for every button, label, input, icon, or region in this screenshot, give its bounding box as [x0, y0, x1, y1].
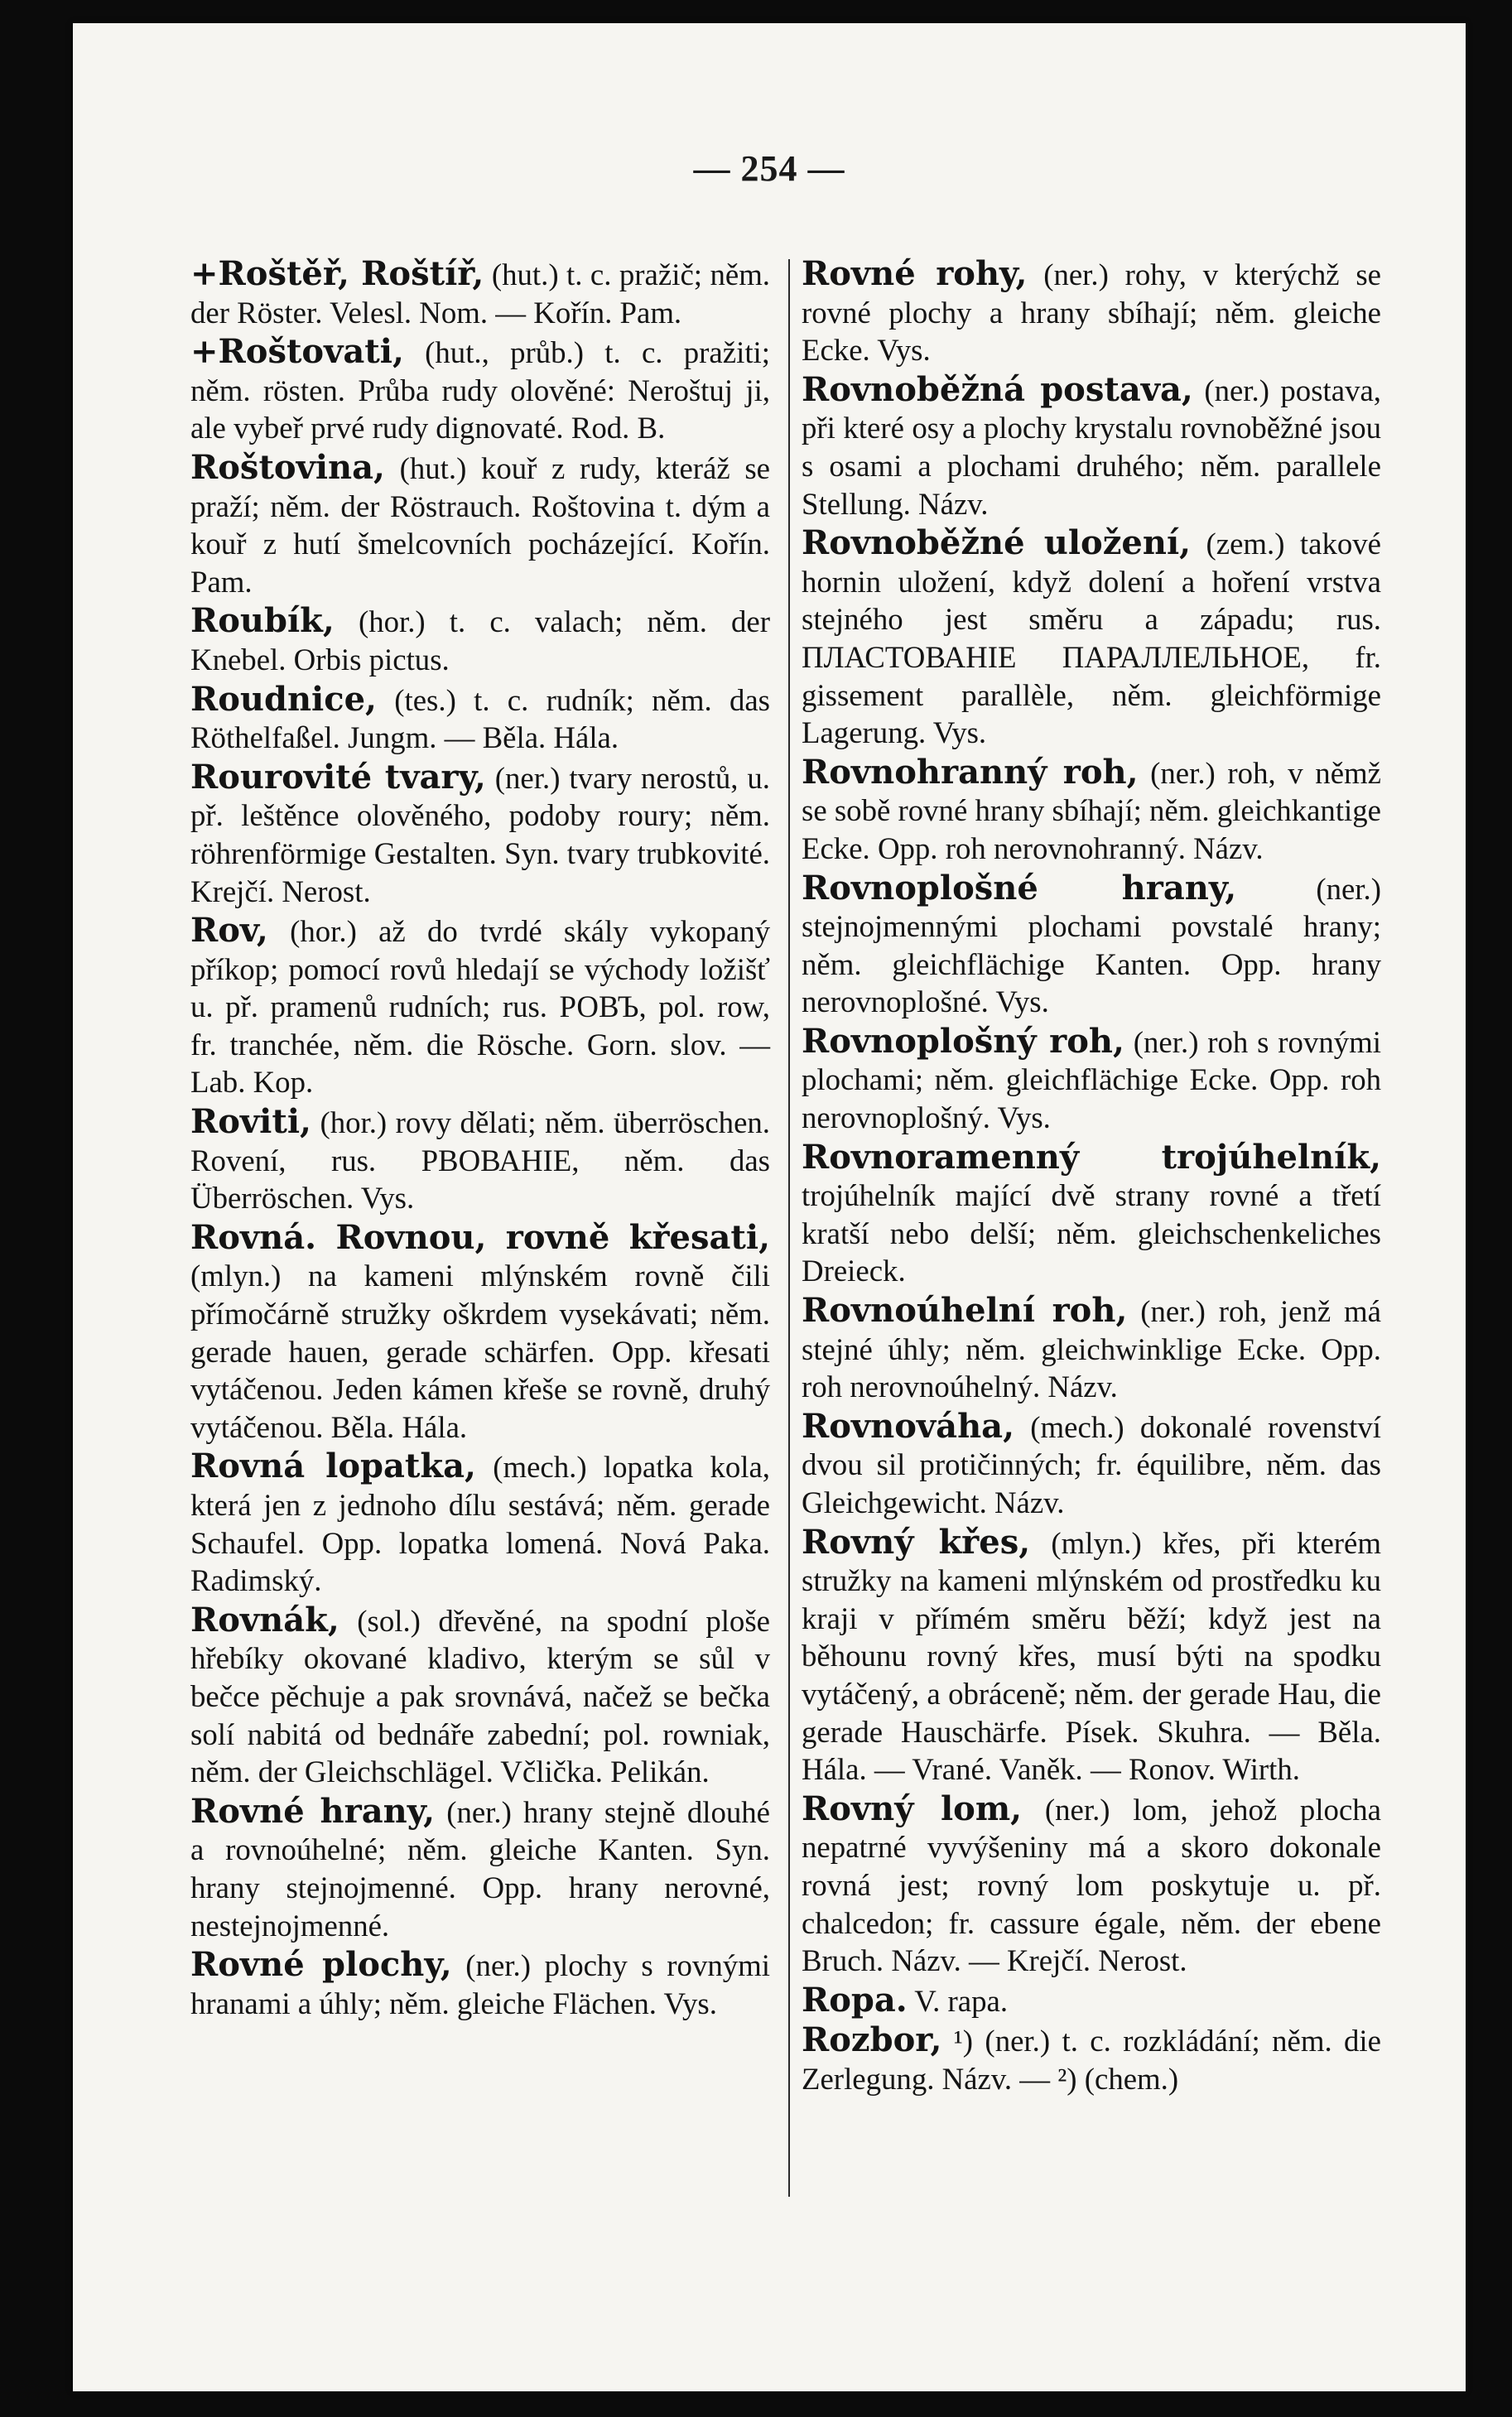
- entry-definition: (ner.) postava, při které osy a plochy krystalu rovnoběžné jsou s osami a plochami druhého; něm. parallele Stellung. Názv.: [802, 373, 1382, 521]
- dictionary-entry: [190, 758, 770, 910]
- entry-headword: Rourovité tvary,: [190, 757, 486, 797]
- entry-definition: (hut., průb.) t. c. pražiti; něm. rösten. Průba rudy olověné: Neroštuj ji, ale vybeř prvé rudy dignovaté. Rod. B.: [190, 335, 770, 445]
- dictionary-entry: [802, 524, 1381, 752]
- entry-headword: Rov,: [190, 911, 268, 951]
- dictionary-entry: [190, 1601, 770, 1791]
- dictionary-entry: [190, 1793, 770, 1944]
- entry-headword: Rovnováha,: [802, 1406, 1015, 1446]
- entry-headword: Rovná lopatka,: [190, 1447, 476, 1486]
- entry-definition: (hut.) kouř z rudy, kteráž se praží; něm. der Röstrauch. Roštovina t. dým a kouř z hutí šmelcovních pocházející. Kořín. Pam.: [190, 450, 770, 599]
- entry-definition: (ner.) lom, jehož plocha nepatrné vyvýšeniny má a skoro dokonale rovná jest; rovný lom poskytuje u. př. chalcedon; fr. cassure égale, něm. der ebene Bruch. Názv. — Krejčí. Nerost.: [802, 1792, 1382, 1978]
- entry-definition: (ner.) hrany stejně dlouhé a rovnoúhelné; něm. gleiche Kanten. Syn. hrany stejnojmenné. Opp. hrany nerovné, nestejnojmenné.: [190, 1794, 770, 1943]
- dictionary-entry: [190, 1103, 770, 1217]
- entry-headword: Rozbor,: [802, 2020, 942, 2060]
- entry-definition: V. rapa.: [914, 1983, 1009, 2018]
- column-divider: [788, 259, 790, 2197]
- dictionary-entry: [802, 1790, 1381, 1980]
- dictionary-entry: [802, 1981, 1381, 2020]
- entry-definition: (ner.) roh, v němž se sobě rovné hrany sbíhají; něm. gleichkantige Ecke. Opp. roh nerovnohranný. Názv.: [802, 755, 1381, 865]
- entry-headword: Roubík,: [190, 601, 335, 641]
- entry-headword: Rovná. Rovnou, rovně křesati,: [190, 1217, 770, 1257]
- right-column: [802, 255, 1381, 2100]
- entry-definition: ¹) (ner.) t. c. rozkládání; něm. die Zerlegung. Názv. — ²) (chem.): [802, 2024, 1381, 2096]
- entry-headword: Rovný křes,: [802, 1522, 1031, 1562]
- entry-definition: (hor.) t. c. valach; něm. der Knebel. Orbis pictus.: [190, 604, 770, 676]
- entry-headword: Roštovina,: [190, 447, 385, 487]
- dictionary-entry: [190, 912, 770, 1101]
- entry-headword: Roudnice,: [190, 679, 377, 719]
- entry-definition: (hor.) až do tvrdé skály vykopaný příkop; pomocí rovů hledají se východy ložišť u. př. pramenů rudních; rus. РОВЪ, pol. row, fr. tranchée, něm. die Rösche. Gorn. slov. — Lab. Kop.: [190, 914, 770, 1100]
- left-column: [190, 255, 770, 2024]
- entry-definition: (mlyn.) křes, při kterém stružky na kameni mlýnském od prostředku ku kraji v přímém směru běží; když jest na běhounu rovný křes, musí býti na spodku vytáčený, a obráceně; něm. der gerade Hau, die gerade Hauschärfe. Písek. Skuhra. — Běla. Hála. — Vrané. Vaněk. — Ronov. Wirth.: [802, 1525, 1381, 1787]
- entry-definition: (tes.) t. c. rudník; něm. das Röthelfaßel. Jungm. — Běla. Hála.: [190, 682, 770, 755]
- dictionary-entry: [190, 333, 770, 447]
- entry-definition: (mech.) lopatka kola, která jen z jednoho dílu sestává; něm. gerade Schaufel. Opp. lopatka lomená. Nová Paka. Radimský.: [190, 1450, 770, 1598]
- entry-headword: Rovnoplošné hrany,: [802, 868, 1237, 908]
- entry-headword: Rovnoúhelní roh,: [802, 1291, 1128, 1331]
- entry-definition: (sol.) dřevěné, na spodní ploše hřebíky okované kladivo, kterým se sůl v bečce pěchuje a pak srovnává, načež se bečka solí nabitá od bednáře zabední; pol. rowniak, něm. der Gleichschlägel. Včlička. Pelikán.: [190, 1603, 770, 1789]
- entry-headword: +Roštovati,: [190, 332, 404, 372]
- entry-headword: Rovnoběžné uložení,: [802, 523, 1192, 563]
- dictionary-entry: [190, 1946, 770, 2022]
- entry-headword: Rovné hrany,: [190, 1791, 436, 1831]
- dictionary-entry: [190, 1447, 770, 1599]
- page-number: — 254 —: [693, 148, 845, 189]
- entry-definition: (mlyn.) na kameni mlýnském rovně čili přímočárně stružky oškrdem vysekávati; něm. gerade hauen, gerade schärfen. Opp. křesati vytáčenou. Jeden kámen křeše se rovně, druhý vytáčenou. Běla. Hála.: [190, 1259, 770, 1444]
- entry-definition: (ner.) stejnojmennými plochami povstalé hrany; něm. gleichflächige Kanten. Opp. hrany nerovnoplošné. Vys.: [802, 871, 1381, 1019]
- entry-definition: (ner.) roh, jenž má stejné úhly; něm. gleichwinklige Ecke. Opp. roh nerovnoúhelný. Názv.: [802, 1294, 1382, 1404]
- entry-headword: Rovnoběžná postava,: [802, 369, 1193, 409]
- entry-headword: Rovnák,: [190, 1600, 339, 1639]
- entry-headword: Rovnoplošný roh,: [802, 1021, 1124, 1061]
- dictionary-entry: [190, 255, 770, 331]
- entry-headword: Ropa.: [802, 1980, 908, 2020]
- dictionary-entry: [802, 1524, 1381, 1789]
- entry-definition: (mech.) dokonalé rovenství dvou sil protičinných; fr. équilibre, něm. das Gleichgewicht. Názv.: [802, 1409, 1382, 1519]
- dictionary-entry: [802, 371, 1381, 522]
- dictionary-entry: [802, 1139, 1381, 1290]
- dictionary-entry: [802, 1292, 1381, 1406]
- dictionary-entry: [802, 1408, 1381, 1522]
- entry-definition: (ner.) tvary nerostů, u. př. leštěnce olověného, podoby roury; něm. röhrenförmige Gestalten. Syn. tvary trubkovité. Krejčí. Nerost.: [190, 760, 770, 908]
- entry-headword: Rovné rohy,: [802, 254, 1028, 293]
- entry-definition: (zem.) takové hornin uložení, když dolení a hoření vrstva stejného jest směru a západu; rus. ПЛАСТОВАНІЕ ПАРАЛЛЕЛЬНОЕ, fr. gissement parallèle, něm. gleichförmige Lagerung. Vys.: [802, 527, 1382, 750]
- dictionary-page: [73, 23, 1466, 2391]
- entry-headword: Rovnoramenný trojúhelník,: [802, 1137, 1381, 1177]
- dictionary-entry: [802, 255, 1381, 369]
- entry-definition: (ner.) plochy s rovnými hranami a úhly; něm. gleiche Flächen. Vys.: [190, 1948, 770, 2020]
- entry-headword: Roviti,: [190, 1102, 311, 1142]
- dictionary-entry: [190, 449, 770, 600]
- entry-headword: Rovnohranný roh,: [802, 752, 1139, 792]
- dictionary-entry: [802, 869, 1381, 1021]
- entry-headword: +Roštěř, Roštíř,: [190, 254, 484, 293]
- entry-definition: (ner.) roh s rovnými plochami; něm. gleichflächige Ecke. Opp. roh nerovnoplošný. Vys.: [802, 1024, 1381, 1135]
- dictionary-entry: [802, 1023, 1381, 1137]
- entry-definition: trojúhelník mající dvě strany rovné a třetí kratší nebo delší; něm. gleichschenkeliches Dreieck.: [802, 1178, 1381, 1288]
- entry-definition: (hor.) rovy dělati; něm. überröschen. Rovení, rus. РВОВАНІЕ, něm. das Überröschen. Vys.: [190, 1105, 770, 1216]
- dictionary-entry: [190, 1219, 770, 1447]
- entry-definition: (ner.) rohy, v kterýchž se rovné plochy a hrany sbíhají; něm. gleiche Ecke. Vys.: [802, 258, 1381, 368]
- dictionary-entry: [802, 754, 1381, 868]
- dictionary-entry: [190, 602, 770, 678]
- dictionary-entry: [190, 681, 770, 757]
- entry-definition: (hut.) t. c. pražič; něm. der Röster. Velesl. Nom. — Kořín. Pam.: [190, 258, 771, 330]
- entry-headword: Rovné plochy,: [190, 1945, 452, 1985]
- dictionary-entry: [802, 2021, 1381, 2097]
- entry-headword: Rovný lom,: [802, 1789, 1023, 1828]
